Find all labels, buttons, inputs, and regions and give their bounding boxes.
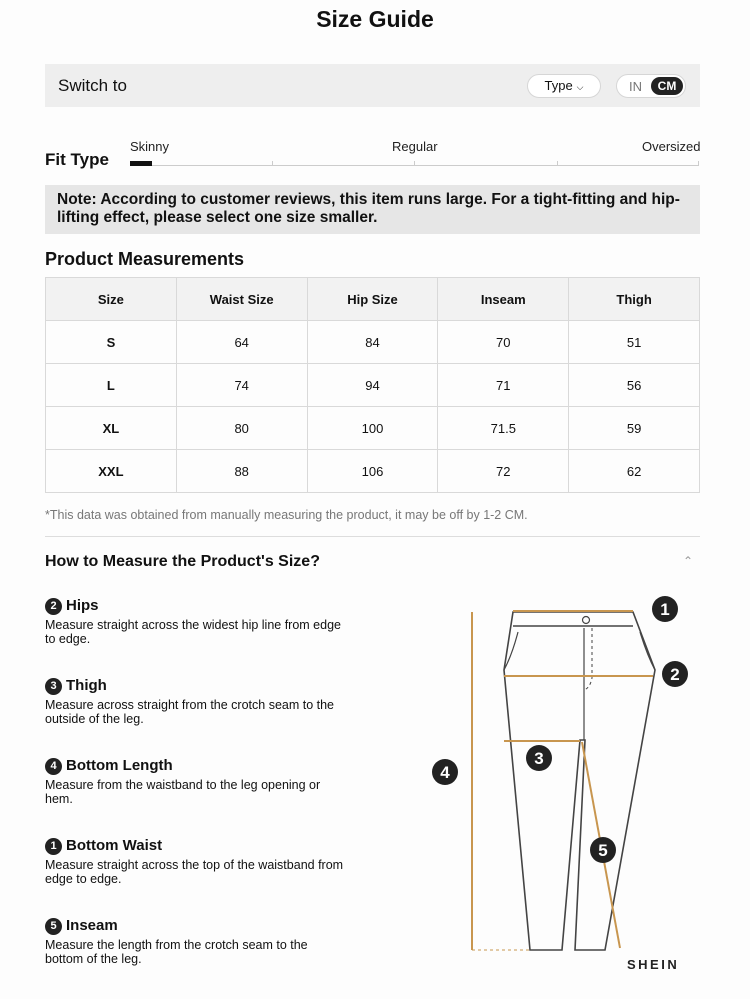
fit-option-regular: Regular (392, 139, 438, 154)
pants-outline (504, 612, 655, 950)
table-cell: 72 (438, 450, 569, 493)
step-title: Inseam (66, 917, 118, 934)
step-bottom-length (45, 756, 345, 806)
fit-option-oversized: Oversized (642, 139, 701, 154)
marker-2-label: 2 (670, 665, 680, 684)
table-cell: 71 (438, 364, 569, 407)
fit-scale-marker (130, 161, 152, 166)
step-title: Hips (66, 597, 99, 614)
type-dropdown-label: Type (544, 78, 573, 93)
marker-4-label: 4 (440, 763, 450, 782)
table-row (46, 321, 700, 364)
fit-scale-tick (557, 161, 558, 166)
table-cell: 94 (307, 364, 438, 407)
step-title: Bottom Waist (66, 837, 163, 854)
table-header-row (46, 278, 700, 321)
marker-1-label: 1 (660, 600, 670, 619)
column-header: Inseam (438, 278, 569, 321)
table-row (46, 407, 700, 450)
step-bottom-waist (45, 836, 345, 886)
marker-1 (652, 596, 678, 622)
step-hips (45, 596, 345, 646)
fit-note: Note: According to customer reviews, this item runs large. For a tight-fitting and hip-lifting effect, please select one size smaller. (45, 185, 700, 234)
fit-type-title: Fit Type (45, 150, 109, 169)
measurements-title: Product Measurements (45, 249, 245, 269)
measurement-footnote: *This data was obtained from manually measuring the product, it may be off by 1-2 CM. (45, 508, 528, 522)
step-title: Bottom Length (66, 757, 173, 774)
number-badge: 3 (45, 678, 62, 695)
size-cell: XL (46, 407, 177, 450)
page-title: Size Guide (316, 6, 434, 32)
pants-diagram (420, 590, 700, 960)
table-cell: 62 (569, 450, 700, 493)
switch-label: Switch to (58, 76, 127, 95)
column-header: Thigh (569, 278, 700, 321)
table-cell: 106 (307, 450, 438, 493)
unit-in-option[interactable]: IN (629, 79, 642, 94)
table-row (46, 450, 700, 493)
fit-scale-tick (414, 161, 415, 166)
table-cell: 88 (176, 450, 307, 493)
number-badge: 5 (45, 918, 62, 935)
table-row (46, 364, 700, 407)
number-badge: 4 (45, 758, 62, 775)
table-cell: 100 (307, 407, 438, 450)
unit-cm-option[interactable]: CM (651, 77, 683, 95)
column-header: Waist Size (176, 278, 307, 321)
type-dropdown[interactable] (527, 74, 601, 98)
table-cell: 59 (569, 407, 700, 450)
step-description: Measure across straight from the crotch seam to the outside of the leg. (45, 698, 335, 726)
measurements-table (45, 277, 700, 493)
size-cell: XXL (46, 450, 177, 493)
table-cell: 84 (307, 321, 438, 364)
marker-5 (590, 837, 616, 863)
size-cell: S (46, 321, 177, 364)
number-badge: 1 (45, 838, 62, 855)
step-description: Measure the length from the crotch seam to the bottom of the leg. (45, 938, 308, 966)
step-description: Measure from the waistband to the leg opening or hem. (45, 778, 321, 806)
fit-scale-tick (272, 161, 273, 166)
table-cell: 70 (438, 321, 569, 364)
size-cell: L (46, 364, 177, 407)
table-cell: 71.5 (438, 407, 569, 450)
chevron-down-icon: ⌵ (576, 82, 584, 92)
chevron-up-icon[interactable]: ⌃ (683, 554, 694, 568)
how-to-measure-title[interactable]: How to Measure the Product's Size? (45, 553, 320, 570)
marker-3-label: 3 (534, 749, 544, 768)
marker-5-label: 5 (598, 841, 608, 860)
number-badge: 2 (45, 598, 62, 615)
brand-logo: SHEIN (627, 957, 680, 972)
fit-option-skinny: Skinny (130, 139, 170, 154)
table-cell: 74 (176, 364, 307, 407)
fit-scale-tick (698, 161, 699, 166)
marker-2 (662, 661, 688, 687)
unit-switch-bar (45, 64, 700, 107)
unit-toggle[interactable] (616, 74, 686, 98)
step-thigh (45, 676, 345, 726)
measure-lines (472, 611, 653, 950)
step-inseam (45, 916, 345, 966)
column-header: Hip Size (307, 278, 438, 321)
table-cell: 51 (569, 321, 700, 364)
table-cell: 80 (176, 407, 307, 450)
marker-3 (526, 745, 552, 771)
step-description: Measure straight across the top of the waistband from edge to edge. (45, 858, 344, 886)
column-header: Size (46, 278, 177, 321)
step-title: Thigh (66, 677, 107, 694)
table-cell: 56 (569, 364, 700, 407)
divider (45, 536, 700, 537)
step-description: Measure straight across the widest hip line from edge to edge. (45, 618, 341, 646)
table-cell: 64 (176, 321, 307, 364)
marker-4 (432, 759, 458, 785)
